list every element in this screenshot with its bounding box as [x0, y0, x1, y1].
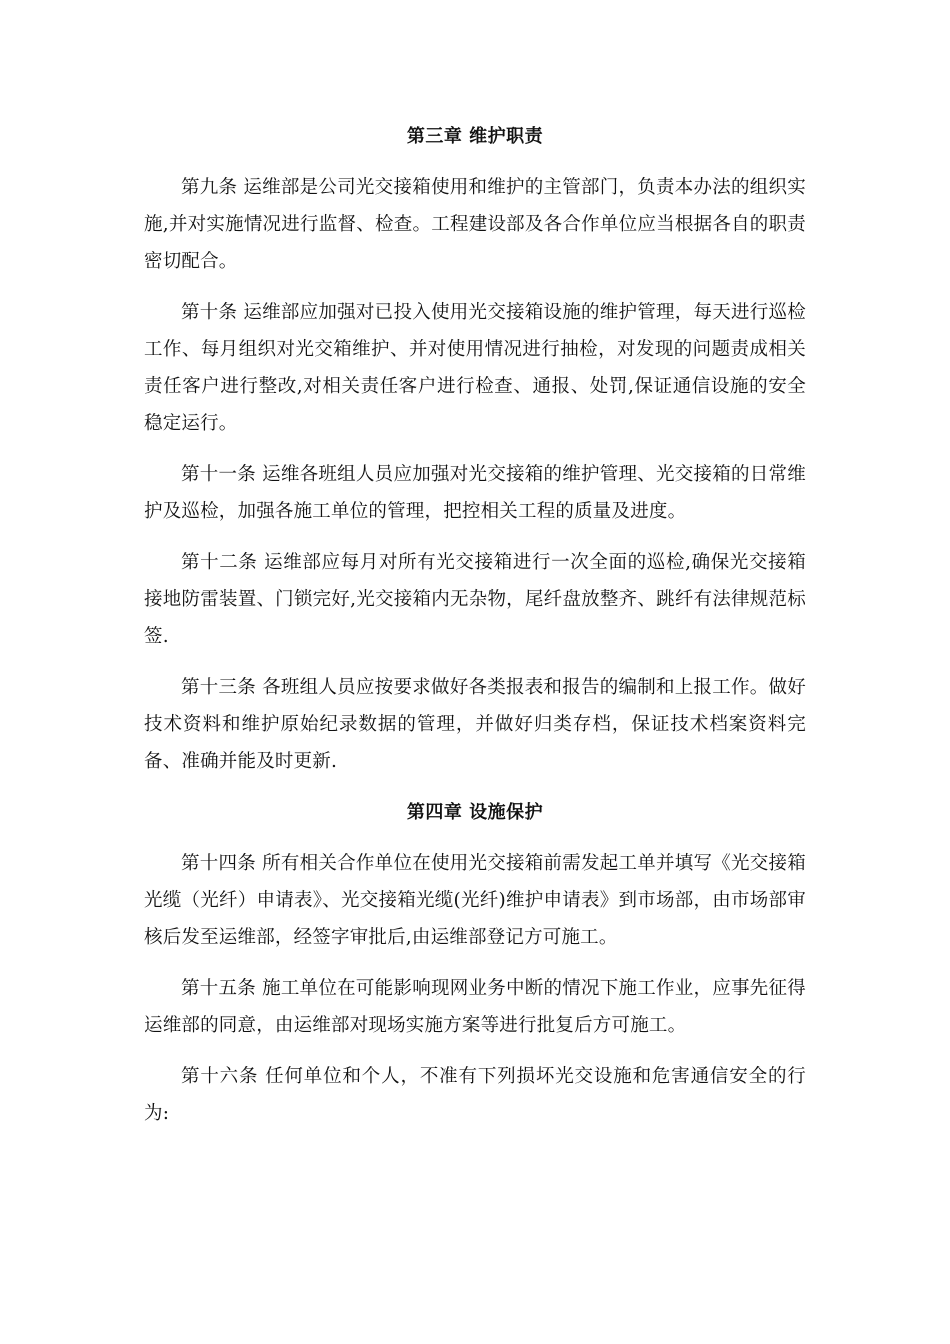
- document-page: [144, 118, 806, 1132]
- article-15: 第十五条 施工单位在可能影响现网业务中断的情况下施工作业，应事先征得运维部的同意，由运维部对现场实施方案等进行批复后方可施工。: [144, 978, 806, 1036]
- chapter-title-4: 第四章 设施保护: [406, 802, 544, 823]
- article-16: 第十六条 任何单位和个人，不准有下列损坏光交设施和危害通信安全的行为:: [144, 1066, 806, 1124]
- article-14: 第十四条 所有相关合作单位在使用光交接箱前需发起工单并填写《光交接箱光缆（光纤）申请表》、光交接箱光缆(光纤)维护申请表》到市场部，由市场部审核后发至运维部，经签字审批后,由运维部登记方可施工。: [144, 853, 806, 948]
- chapter-title-3: 第三章 维护职责: [406, 126, 544, 147]
- article-12: 第十二条 运维部应每月对所有光交接箱进行一次全面的巡检,确保光交接箱接地防雷装置、门锁完好,光交接箱内无杂物，尾纤盘放整齐、跳纤有法律规范标签.: [144, 552, 806, 647]
- article-10: 第十条 运维部应加强对已投入使用光交接箱设施的维护管理，每天进行巡检工作、每月组织对光交箱维护、并对使用情况进行抽检，对发现的问题责成相关责任客户进行整改,对相关责任客户进行检查、通报、处罚,保证通信设施的安全稳定运行。: [144, 302, 806, 434]
- article-13: 第十三条 各班组人员应按要求做好各类报表和报告的编制和上报工作。做好技术资料和维护原始纪录数据的管理，并做好归类存档，保证技术档案资料完备、准确并能及时更新.: [144, 677, 806, 772]
- article-11: 第十一条 运维各班组人员应加强对光交接箱的维护管理、光交接箱的日常维护及巡检，加强各施工单位的管理，把控相关工程的质量及进度。: [144, 464, 806, 522]
- article-9: 第九条 运维部是公司光交接箱使用和维护的主管部门，负责本办法的组织实施,并对实施情况进行监督、检查。工程建设部及各合作单位应当根据各自的职责密切配合。: [144, 177, 806, 272]
